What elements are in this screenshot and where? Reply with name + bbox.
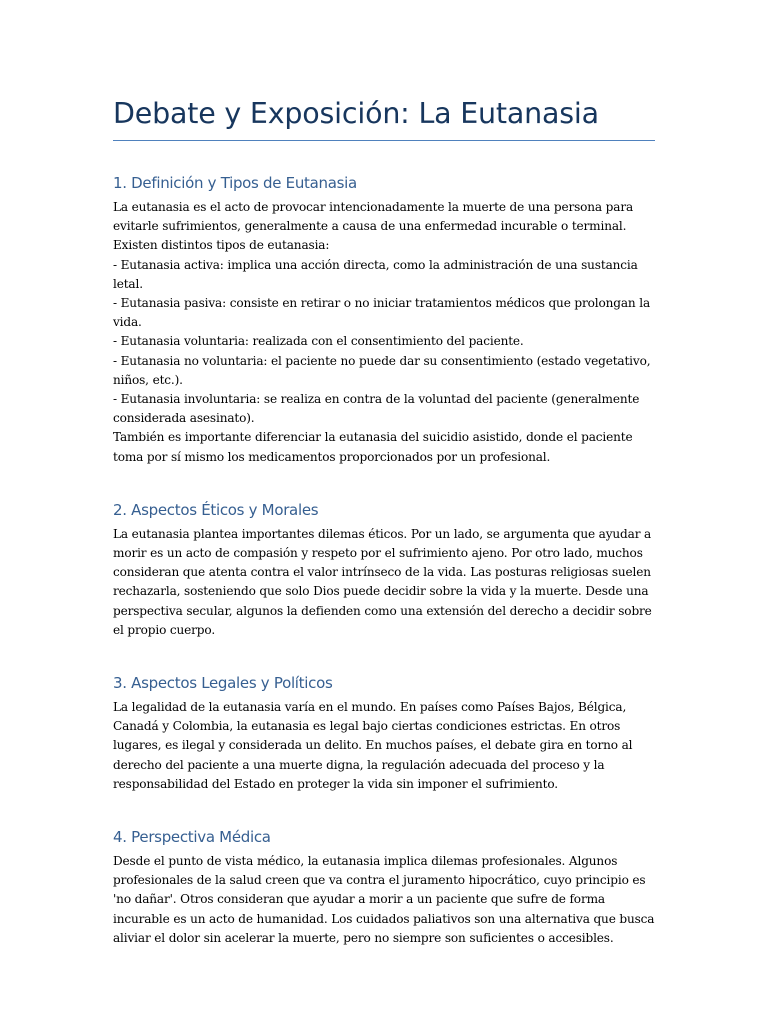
document-title: Debate y Exposición: La Eutanasia (113, 97, 599, 130)
paragraph: Existen distintos tipos de eutanasia: (113, 238, 330, 253)
section-body (113, 198, 655, 467)
list-item: - Eutanasia no voluntaria: el paciente no puede dar su consentimiento (estado vegetativo, niños, etc.). (113, 353, 651, 387)
paragraph: La eutanasia plantea importantes dilemas éticos. Por un lado, se argumenta que ayudar a morir es un acto de compasión y respeto por el sufrimiento ajeno. Por otro lado, muchos consideran que atenta contra el valor intrínseco de la vida. Las posturas religiosas suelen rechazarla, sosteniendo que solo Dios puede decidir sobre la vida y la muerte. Desde una perspectiva secular, algunos la defienden como una extensión del derecho a decidir sobre el propio cuerpo. (113, 526, 652, 637)
paragraph: También es importante diferenciar la eutanasia del suicidio asistido, donde el paciente toma por sí mismo los medicamentos proporcionados por un profesional. (113, 430, 633, 464)
paragraph: La legalidad de la eutanasia varía en el mundo. En países como Países Bajos, Bélgica, Canadá y Colombia, la eutanasia es legal bajo ciertas condiciones estrictas. En otros lugares, es ilegal y considerada un delito. En muchos países, el debate gira en torno al derecho del paciente a una muerte digna, la regulación adecuada del proceso y la responsabilidad del Estado en proteger la vida sin imponer el sufrimiento. (113, 700, 633, 791)
section-body (113, 525, 655, 640)
section-definicion (113, 172, 655, 467)
list-item: - Eutanasia voluntaria: realizada con el consentimiento del paciente. (113, 334, 524, 349)
paragraph: Desde el punto de vista médico, la eutanasia implica dilemas profesionales. Algunos profesionales de la salud creen que va contra el juramento hipocrático, cuyo principio es 'no dañar'. Otros consideran que ayudar a morir a un paciente que sufre de forma incurable es un acto de humanidad. Los cuidados paliativos son una alternativa que busca aliviar el dolor sin acelerar la muerte, pero no siempre son suficientes o accesibles. (113, 854, 655, 945)
section-heading: 1. Definición y Tipos de Eutanasia (113, 174, 357, 192)
section-body (113, 852, 655, 948)
document-page (113, 94, 655, 948)
section-legales (113, 672, 655, 794)
section-heading: 2. Aspectos Éticos y Morales (113, 500, 319, 519)
section-eticos (113, 499, 655, 640)
list-item: - Eutanasia involuntaria: se realiza en contra de la voluntad del paciente (generalmente considerada asesinato). (113, 392, 640, 426)
section-heading: 3. Aspectos Legales y Políticos (113, 674, 333, 693)
section-heading: 4. Perspectiva Médica (113, 828, 271, 847)
list-item: - Eutanasia pasiva: consiste en retirar o no iniciar tratamientos médicos que prolongan la vida. (113, 296, 651, 330)
section-body (113, 698, 655, 794)
title-divider (113, 140, 655, 141)
paragraph: La eutanasia es el acto de provocar intencionadamente la muerte de una persona para evitarle sufrimientos, generalmente a causa de una enfermedad incurable o terminal. (113, 200, 634, 234)
section-medica (113, 826, 655, 948)
list-item: - Eutanasia activa: implica una acción directa, como la administración de una sustancia letal. (113, 257, 638, 291)
